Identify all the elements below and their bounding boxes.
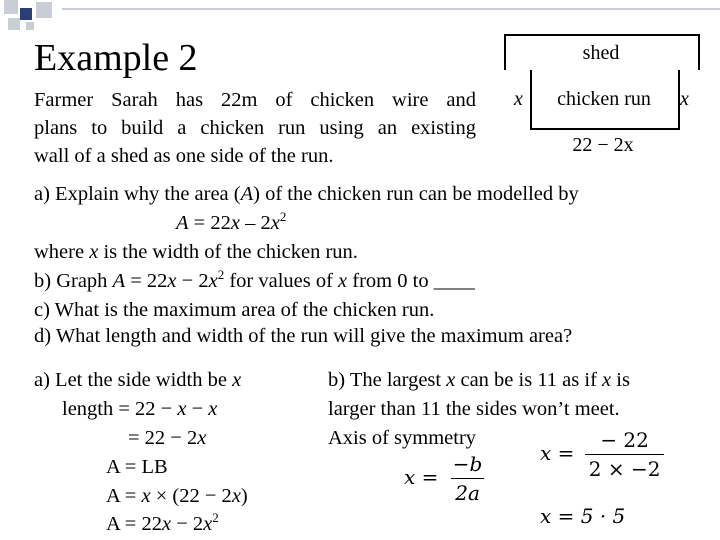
question-b-var: x xyxy=(208,270,218,292)
decorative-square xyxy=(36,2,52,18)
question-a xyxy=(34,180,579,209)
question-d: d) What length and width of the run will give the maximum area? xyxy=(34,325,573,347)
run-length-label: 22 − 2x xyxy=(572,134,634,156)
answer-a-line-5 xyxy=(106,482,248,511)
answer-a-text: × (22 − 2 xyxy=(150,485,232,507)
decorative-top-rule xyxy=(62,8,720,10)
formula-var: x xyxy=(230,212,240,234)
answer-a-var: x xyxy=(141,485,151,507)
answer-b-line-2: larger than 11 the sides won’t meet. xyxy=(328,398,620,420)
question-b xyxy=(34,267,475,296)
answer-a-line-1 xyxy=(34,366,241,395)
answer-a-exponent: 2 xyxy=(212,510,219,525)
question-b-text: for values of xyxy=(224,270,339,292)
answer-a-var: x xyxy=(162,513,172,535)
decorative-square xyxy=(4,0,18,14)
question-a-var: A xyxy=(240,183,254,205)
fraction xyxy=(449,452,487,505)
answer-a-var: x xyxy=(177,398,187,420)
answer-b-text: is xyxy=(611,369,630,391)
answer-b-text: b) The largest xyxy=(328,369,447,391)
where-text: is the width of the chicken run. xyxy=(98,241,358,263)
fraction-numerator: − 22 xyxy=(600,428,649,452)
question-b-text: − 2 xyxy=(176,270,209,292)
side-width-right-label: x xyxy=(680,88,689,110)
answer-a-var: x xyxy=(197,427,207,449)
answer-a-var: x xyxy=(203,513,213,535)
answer-a-text: a) Let the side width be xyxy=(34,369,233,391)
formula-lhs: x = xyxy=(404,465,439,489)
answer-a-text: − 2 xyxy=(171,513,204,535)
answer-a-var: x xyxy=(232,369,242,391)
question-b-var: x xyxy=(167,270,177,292)
formula-text: = 22 xyxy=(188,212,231,234)
answer-a-line-4: A = LB xyxy=(106,456,168,478)
where-line xyxy=(34,238,358,267)
fraction-denominator: 2 × −2 xyxy=(585,454,665,481)
intro-line: plans to build a chicken run using an existing xyxy=(34,117,476,139)
fraction xyxy=(585,428,665,481)
intro-paragraph xyxy=(34,86,476,170)
axis-of-symmetry-formula xyxy=(404,452,486,505)
question-a-text: a) Explain why the area ( xyxy=(34,183,241,205)
question-b-text: from 0 to ____ xyxy=(347,270,475,292)
where-var: x xyxy=(89,241,99,263)
answer-a-text: length = 22 − xyxy=(62,398,178,420)
decorative-square xyxy=(20,8,32,20)
formula-lhs: x = xyxy=(540,441,575,465)
decorative-square xyxy=(8,18,20,30)
where-text: where xyxy=(34,241,90,263)
answer-a-text: = 22 − 2 xyxy=(128,427,198,449)
answer-b-line-1 xyxy=(328,366,630,395)
question-b-text: b) Graph xyxy=(34,270,113,292)
substituted-formula xyxy=(540,428,664,481)
answer-a-var: x xyxy=(231,485,241,507)
shed-label: shed xyxy=(582,42,620,64)
answer-a-line-2 xyxy=(62,395,217,424)
slide-title: Example 2 xyxy=(34,37,198,79)
formula-text: – 2 xyxy=(239,212,271,234)
answer-a-line-3 xyxy=(128,424,206,453)
chicken-run-label: chicken run xyxy=(557,88,651,110)
answer-a-text: − xyxy=(186,398,209,420)
answer-b-text: can be is 11 as if xyxy=(455,369,603,391)
question-b-var: x xyxy=(338,270,348,292)
formula-var: x xyxy=(270,212,280,234)
question-b-exponent: 2 xyxy=(217,267,225,282)
answer-a-line-6 xyxy=(106,510,219,539)
formula-var: A xyxy=(176,212,189,234)
question-b-var: A xyxy=(112,270,126,292)
decorative-square xyxy=(26,22,34,30)
answer-b-var: x xyxy=(602,369,612,391)
formula-exponent: 2 xyxy=(279,209,287,224)
question-a-text: ) of the chicken run can be modelled by xyxy=(253,183,579,205)
answer-b-var: x xyxy=(446,369,456,391)
side-width-left-label: x xyxy=(514,88,523,110)
intro-line: wall of a shed as one side of the run. xyxy=(34,145,334,167)
answer-a-text: A = 22 xyxy=(106,513,162,535)
answer-a-var: x xyxy=(208,398,218,420)
area-formula xyxy=(176,209,287,235)
axis-of-symmetry-result: x = 5 · 5 xyxy=(540,504,626,528)
question-b-text: = 22 xyxy=(125,270,168,292)
question-c: c) What is the maximum area of the chicken run. xyxy=(34,299,435,321)
answer-a-text: A = xyxy=(106,485,142,507)
intro-line: Farmer Sarah has 22m of chicken wire and xyxy=(34,89,476,111)
fraction-denominator: 2a xyxy=(451,478,484,505)
answer-a-text: ) xyxy=(240,485,248,507)
answer-b-line-3: Axis of symmetry xyxy=(328,427,477,449)
fraction-numerator: −b xyxy=(452,452,483,476)
